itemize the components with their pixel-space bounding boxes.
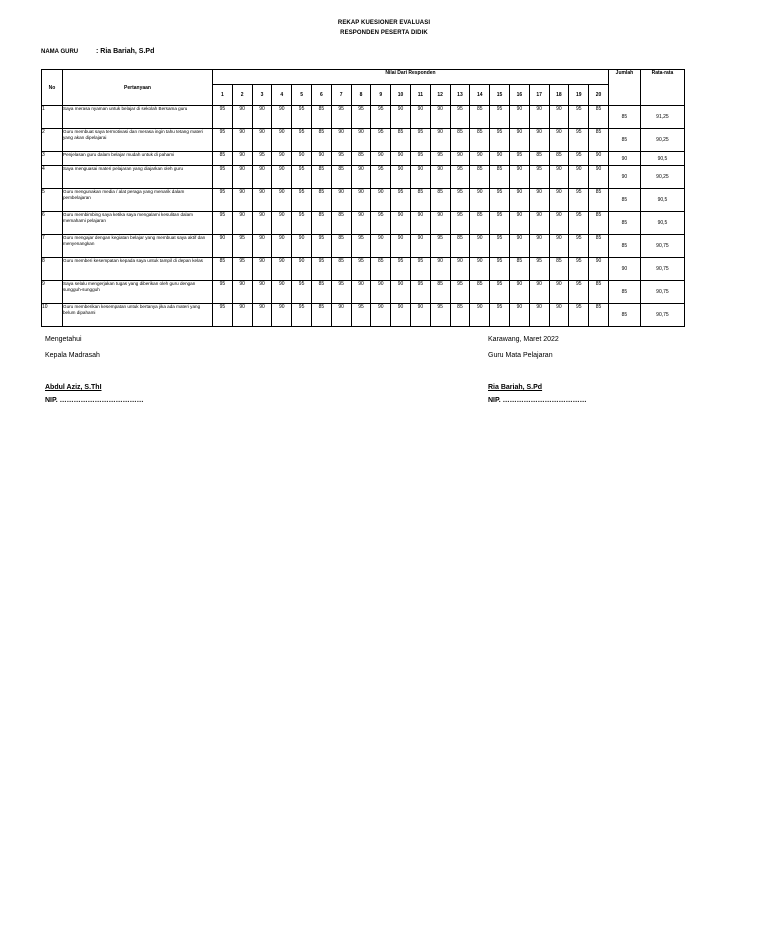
score-cell: 95: [569, 258, 589, 281]
score-cell: 95: [569, 152, 589, 166]
respondent-number: 5: [292, 85, 312, 106]
score-cell: 90: [232, 304, 252, 327]
score-cell: 85: [549, 258, 569, 281]
header-no: No: [42, 70, 63, 106]
score-cell: 95: [331, 106, 351, 129]
teacher-nip: NIP. ………………………………: [488, 397, 587, 404]
respondent-number: 20: [589, 85, 609, 106]
principal-title: Kepala Madrasah: [45, 352, 100, 359]
score-cell: 95: [213, 281, 233, 304]
table-row: [42, 304, 685, 327]
score-cell: 95: [311, 258, 331, 281]
score-cell: 90: [272, 152, 292, 166]
table-row: [42, 129, 685, 152]
score-cell: 95: [430, 235, 450, 258]
score-cell: 85: [589, 189, 609, 212]
score-cell: 90: [272, 106, 292, 129]
score-cell: 95: [490, 106, 510, 129]
score-cell: 90: [549, 189, 569, 212]
score-cell: 95: [450, 189, 470, 212]
score-cell: 95: [311, 235, 331, 258]
document-title: REKAP KUESIONER EVALUASI: [337, 20, 431, 26]
score-cell: 90: [450, 152, 470, 166]
score-cell: 85: [410, 189, 430, 212]
score-cell: 95: [490, 212, 510, 235]
score-cell: 90: [252, 129, 272, 152]
sum-cell: 85: [608, 281, 640, 304]
score-cell: 85: [391, 129, 411, 152]
score-cell: 95: [450, 212, 470, 235]
score-cell: 85: [371, 258, 391, 281]
score-cell: 85: [331, 258, 351, 281]
score-cell: 90: [430, 129, 450, 152]
score-cell: 90: [213, 235, 233, 258]
score-cell: 90: [311, 152, 331, 166]
score-cell: 90: [549, 235, 569, 258]
teacher-title: Guru Mata Pelajaran: [488, 352, 553, 359]
score-cell: 90: [232, 189, 252, 212]
score-cell: 95: [213, 189, 233, 212]
question-text: Guru memberikan kesempatan untuk bertanya jika ada materi yang belum dipahami: [63, 304, 213, 327]
teacher-signature-name: Ria Bariah, S.Pd: [488, 384, 543, 391]
score-cell: 90: [292, 152, 312, 166]
average-cell: 91,25: [640, 106, 684, 129]
place-date: Karawang, Maret 2022: [488, 336, 559, 343]
average-cell: 90,25: [640, 166, 684, 189]
score-cell: 95: [490, 129, 510, 152]
score-cell: 95: [410, 281, 430, 304]
respondent-number: 18: [549, 85, 569, 106]
score-cell: 95: [490, 189, 510, 212]
score-cell: 95: [371, 106, 391, 129]
score-cell: 95: [490, 258, 510, 281]
sum-cell: 85: [608, 106, 640, 129]
score-cell: 90: [272, 129, 292, 152]
score-cell: 90: [272, 235, 292, 258]
score-cell: 90: [549, 281, 569, 304]
question-text: Guru mengunakan media / alat peraga yang menarik dalam pembelajaran: [63, 189, 213, 212]
score-cell: 90: [371, 304, 391, 327]
score-cell: 90: [331, 129, 351, 152]
respondent-number: 11: [410, 85, 430, 106]
score-cell: 90: [589, 258, 609, 281]
sum-cell: 90: [608, 152, 640, 166]
question-text: Guru membimbing saya ketika saya mengalami kesulitan dalam memahami pelajaran: [63, 212, 213, 235]
score-cell: 90: [292, 235, 312, 258]
table-row: [42, 281, 685, 304]
score-cell: 85: [450, 304, 470, 327]
score-cell: 85: [470, 212, 490, 235]
score-cell: 90: [509, 212, 529, 235]
score-cell: 95: [292, 281, 312, 304]
score-cell: 95: [391, 189, 411, 212]
score-cell: 90: [509, 304, 529, 327]
score-cell: 95: [569, 106, 589, 129]
score-cell: 90: [410, 166, 430, 189]
sum-cell: 85: [608, 129, 640, 152]
score-cell: 90: [529, 235, 549, 258]
average-cell: 90,75: [640, 304, 684, 327]
score-cell: 95: [569, 212, 589, 235]
score-cell: 90: [529, 106, 549, 129]
score-cell: 85: [549, 152, 569, 166]
respondent-number: 15: [490, 85, 510, 106]
score-cell: 85: [311, 106, 331, 129]
score-cell: 85: [430, 281, 450, 304]
score-cell: 95: [213, 129, 233, 152]
score-cell: 90: [529, 212, 549, 235]
score-cell: 85: [470, 166, 490, 189]
sum-cell: 85: [608, 212, 640, 235]
score-cell: 90: [549, 129, 569, 152]
acknowledged-label: Mengetahui: [45, 336, 82, 343]
row-number: 1: [42, 106, 63, 129]
question-text: Penjelasan guru dalam belajar mudah untuk di pahami: [63, 152, 213, 166]
score-cell: 85: [589, 129, 609, 152]
respondent-number: 19: [569, 85, 589, 106]
score-cell: 95: [292, 129, 312, 152]
score-cell: 90: [470, 189, 490, 212]
score-cell: 90: [509, 106, 529, 129]
score-cell: 90: [509, 189, 529, 212]
average-cell: 90,5: [640, 212, 684, 235]
score-cell: 90: [589, 152, 609, 166]
score-cell: 90: [252, 106, 272, 129]
score-cell: 85: [331, 166, 351, 189]
score-cell: 95: [490, 304, 510, 327]
score-cell: 90: [549, 106, 569, 129]
score-cell: 95: [529, 258, 549, 281]
row-number: 2: [42, 129, 63, 152]
questionnaire-table: [41, 69, 685, 327]
score-cell: 90: [391, 304, 411, 327]
question-text: Guru membuat saya termotivasi dan merasa ingin tahu tetang materi yang akan dipelajarai: [63, 129, 213, 152]
respondent-number: 2: [232, 85, 252, 106]
score-cell: 90: [529, 304, 549, 327]
score-cell: 95: [331, 281, 351, 304]
header-average: Rata-rata: [640, 70, 684, 106]
score-cell: 85: [589, 235, 609, 258]
score-cell: 95: [430, 304, 450, 327]
respondent-number: 8: [351, 85, 371, 106]
score-cell: 85: [589, 304, 609, 327]
score-cell: 85: [589, 212, 609, 235]
score-cell: 90: [410, 304, 430, 327]
score-cell: 90: [410, 106, 430, 129]
score-cell: 85: [331, 212, 351, 235]
score-cell: 90: [391, 166, 411, 189]
score-cell: 95: [252, 152, 272, 166]
score-cell: 95: [351, 106, 371, 129]
score-cell: 90: [470, 258, 490, 281]
score-cell: 90: [252, 189, 272, 212]
score-cell: 90: [371, 235, 391, 258]
score-cell: 90: [252, 258, 272, 281]
average-cell: 90,5: [640, 189, 684, 212]
sum-cell: 90: [608, 258, 640, 281]
score-cell: 85: [430, 189, 450, 212]
score-cell: 95: [213, 106, 233, 129]
row-number: 3: [42, 152, 63, 166]
score-cell: 95: [430, 152, 450, 166]
score-cell: 90: [371, 281, 391, 304]
score-cell: 95: [292, 304, 312, 327]
score-cell: 95: [292, 212, 312, 235]
score-cell: 90: [331, 189, 351, 212]
score-cell: 85: [470, 106, 490, 129]
score-cell: 90: [391, 212, 411, 235]
score-cell: 95: [490, 281, 510, 304]
score-cell: 95: [331, 152, 351, 166]
table-row: [42, 152, 685, 166]
score-cell: 85: [450, 129, 470, 152]
score-cell: 95: [292, 166, 312, 189]
score-cell: 95: [410, 258, 430, 281]
score-cell: 90: [589, 166, 609, 189]
score-cell: 85: [311, 281, 331, 304]
score-cell: 90: [490, 152, 510, 166]
row-number: 4: [42, 166, 63, 189]
score-cell: 90: [371, 189, 391, 212]
score-cell: 90: [509, 166, 529, 189]
score-cell: 95: [490, 235, 510, 258]
score-cell: 95: [351, 258, 371, 281]
teacher-label: NAMA GURU: [41, 49, 79, 55]
score-cell: 90: [331, 304, 351, 327]
score-cell: 90: [549, 304, 569, 327]
teacher-name-row: [41, 48, 154, 55]
table-row: [42, 235, 685, 258]
score-cell: 95: [232, 258, 252, 281]
score-cell: 90: [252, 281, 272, 304]
question-text: Guru memberi kesempatan kepada saya untuk tampil di depan kelas: [63, 258, 213, 281]
score-cell: 95: [450, 106, 470, 129]
respondent-number: 14: [470, 85, 490, 106]
score-cell: 90: [232, 129, 252, 152]
score-cell: 85: [351, 152, 371, 166]
score-cell: 90: [569, 166, 589, 189]
score-cell: 90: [272, 258, 292, 281]
score-cell: 95: [371, 166, 391, 189]
question-text: Saya selalu mengerjakan tugas yang diberikan oleh guru dengan sungguh-sungguh: [63, 281, 213, 304]
score-cell: 90: [351, 281, 371, 304]
sum-cell: 90: [608, 166, 640, 189]
score-cell: 90: [450, 258, 470, 281]
score-cell: 90: [232, 281, 252, 304]
table-row: [42, 166, 685, 189]
respondent-number: 6: [311, 85, 331, 106]
score-cell: 90: [272, 304, 292, 327]
score-cell: 85: [213, 152, 233, 166]
principal-name: Abdul Aziz, S.ThI: [45, 384, 102, 391]
score-cell: 90: [391, 106, 411, 129]
score-cell: 85: [529, 152, 549, 166]
score-cell: 90: [529, 189, 549, 212]
score-cell: 95: [529, 166, 549, 189]
respondent-number: 9: [371, 85, 391, 106]
score-cell: 85: [450, 235, 470, 258]
score-cell: 90: [252, 235, 272, 258]
header-sum: Jumlah: [608, 70, 640, 106]
score-cell: 90: [470, 235, 490, 258]
document-subtitle: RESPONDEN PESERTA DIDIK: [340, 30, 428, 36]
respondent-number: 4: [272, 85, 292, 106]
respondent-number: 12: [430, 85, 450, 106]
score-cell: 90: [391, 235, 411, 258]
respondent-number: 7: [331, 85, 351, 106]
score-cell: 95: [391, 258, 411, 281]
sum-cell: 85: [608, 304, 640, 327]
score-cell: 85: [311, 189, 331, 212]
score-cell: 85: [213, 258, 233, 281]
score-cell: 95: [569, 129, 589, 152]
score-cell: 90: [391, 281, 411, 304]
score-cell: 95: [213, 304, 233, 327]
table-row: [42, 189, 685, 212]
score-cell: 90: [430, 212, 450, 235]
score-cell: 95: [232, 235, 252, 258]
score-cell: 90: [351, 189, 371, 212]
score-cell: 90: [371, 152, 391, 166]
respondent-number: 13: [450, 85, 470, 106]
score-cell: 85: [509, 258, 529, 281]
score-cell: 95: [351, 235, 371, 258]
header-question: Pertanyaan: [63, 70, 213, 106]
score-cell: 95: [292, 106, 312, 129]
score-cell: 95: [371, 212, 391, 235]
row-number: 7: [42, 235, 63, 258]
score-cell: 90: [549, 166, 569, 189]
score-cell: 90: [272, 212, 292, 235]
score-cell: 95: [569, 304, 589, 327]
average-cell: 90,75: [640, 281, 684, 304]
average-cell: 90,75: [640, 258, 684, 281]
score-cell: 95: [351, 304, 371, 327]
score-cell: 90: [549, 212, 569, 235]
score-cell: 90: [430, 106, 450, 129]
score-cell: 90: [470, 152, 490, 166]
score-cell: 90: [232, 106, 252, 129]
score-cell: 90: [529, 129, 549, 152]
average-cell: 90,75: [640, 235, 684, 258]
score-cell: 95: [569, 189, 589, 212]
score-cell: 95: [292, 189, 312, 212]
table-row: [42, 258, 685, 281]
score-cell: 90: [252, 166, 272, 189]
principal-nip: NIP. ………………………………: [45, 397, 144, 404]
score-cell: 90: [391, 152, 411, 166]
respondent-number: 3: [252, 85, 272, 106]
score-cell: 90: [351, 212, 371, 235]
score-cell: 95: [569, 235, 589, 258]
score-cell: 95: [569, 281, 589, 304]
score-cell: 95: [213, 212, 233, 235]
score-cell: 90: [430, 166, 450, 189]
score-cell: 90: [272, 166, 292, 189]
question-text: Saya menguasai materi pelajaran yang diajarkan oleh guru: [63, 166, 213, 189]
average-cell: 90,5: [640, 152, 684, 166]
respondent-number: 16: [509, 85, 529, 106]
question-text: Guru mengajar dengan kegiatan belajar yang membuat saya aktif dan menyenangkan: [63, 235, 213, 258]
score-cell: 85: [589, 281, 609, 304]
sum-cell: 85: [608, 189, 640, 212]
score-cell: 90: [410, 212, 430, 235]
score-cell: 90: [509, 235, 529, 258]
score-cell: 90: [292, 258, 312, 281]
row-number: 5: [42, 189, 63, 212]
row-number: 8: [42, 258, 63, 281]
row-number: 9: [42, 281, 63, 304]
score-cell: 95: [371, 129, 391, 152]
score-cell: 95: [410, 152, 430, 166]
score-cell: 90: [529, 281, 549, 304]
score-cell: 90: [232, 152, 252, 166]
score-cell: 90: [430, 258, 450, 281]
table-row: [42, 212, 685, 235]
respondent-number: 17: [529, 85, 549, 106]
score-cell: 95: [509, 152, 529, 166]
score-cell: 85: [490, 166, 510, 189]
question-text: Saya merasa nyaman untuk belajar di sekolah Bersama guru: [63, 106, 213, 129]
score-cell: 95: [410, 129, 430, 152]
score-cell: 85: [311, 304, 331, 327]
score-cell: 90: [509, 129, 529, 152]
score-cell: 85: [311, 129, 331, 152]
table-row: [42, 106, 685, 129]
score-cell: 90: [351, 166, 371, 189]
score-cell: 85: [311, 212, 331, 235]
row-number: 6: [42, 212, 63, 235]
respondent-number: 1: [213, 85, 233, 106]
score-cell: 95: [213, 166, 233, 189]
score-cell: 90: [272, 189, 292, 212]
score-cell: 90: [410, 235, 430, 258]
score-cell: 95: [450, 166, 470, 189]
score-cell: 85: [589, 106, 609, 129]
teacher-name: : Ria Bariah, S.Pd: [96, 48, 155, 55]
score-cell: 95: [450, 281, 470, 304]
row-number: 10: [42, 304, 63, 327]
score-cell: 90: [232, 212, 252, 235]
score-cell: 90: [252, 212, 272, 235]
sum-cell: 85: [608, 235, 640, 258]
average-cell: 90,25: [640, 129, 684, 152]
score-cell: 85: [311, 166, 331, 189]
score-cell: 85: [470, 281, 490, 304]
score-cell: 90: [470, 304, 490, 327]
header-respondent-group: Nilai Dari Responden: [213, 70, 609, 85]
score-cell: 90: [232, 166, 252, 189]
score-cell: 90: [351, 129, 371, 152]
score-cell: 90: [272, 281, 292, 304]
score-cell: 90: [252, 304, 272, 327]
respondent-number: 10: [391, 85, 411, 106]
score-cell: 85: [470, 129, 490, 152]
score-cell: 90: [509, 281, 529, 304]
score-cell: 85: [331, 235, 351, 258]
